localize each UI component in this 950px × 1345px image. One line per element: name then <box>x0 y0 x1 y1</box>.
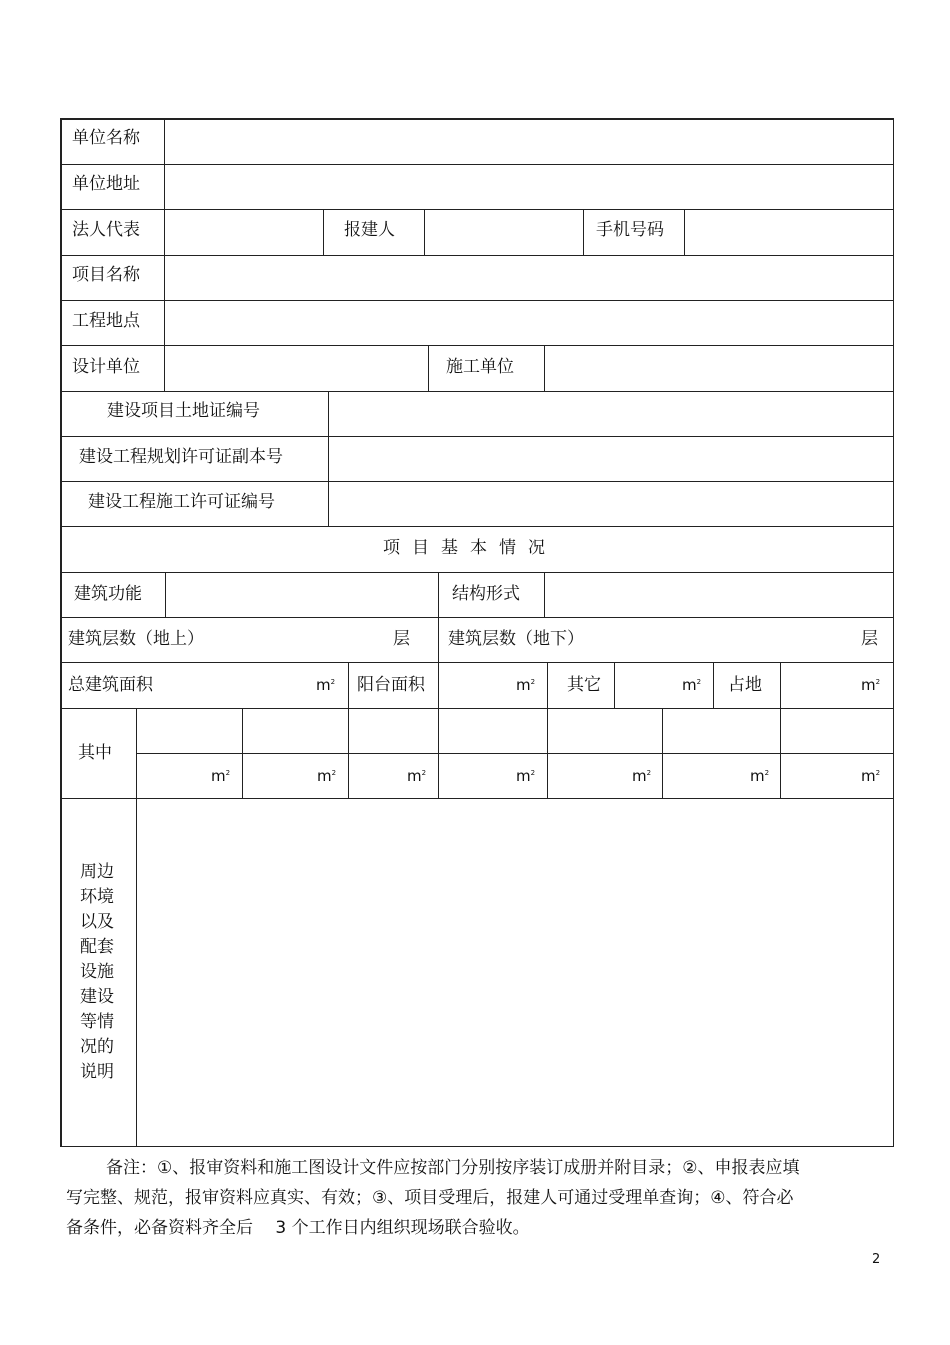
area-unit: $m^2$ <box>861 676 881 694</box>
col-line <box>165 572 166 617</box>
col-line <box>780 708 781 798</box>
col-line <box>424 209 425 255</box>
label-unit-address: 单位地址 <box>72 174 140 194</box>
border-top <box>60 118 894 120</box>
area-unit: $m^2$ <box>861 767 881 785</box>
label-land-cert: 建设项目土地证编号 <box>107 401 260 421</box>
col-line <box>164 164 165 209</box>
row-line <box>60 572 894 573</box>
col-line <box>544 572 545 617</box>
col-line <box>544 345 545 391</box>
col-line <box>348 708 349 798</box>
row-line <box>60 164 894 165</box>
col-line <box>713 662 714 708</box>
row-line <box>60 662 894 663</box>
area-unit: $m^2$ <box>516 676 536 694</box>
col-line <box>323 209 324 255</box>
row-line <box>60 255 894 256</box>
label-among: 其中 <box>78 743 112 763</box>
row-line <box>60 617 894 618</box>
remarks-line: 备条件，必备资料齐全后 3 个工作日内组织现场联合验收。 <box>66 1218 530 1238</box>
label-floors-below: 建筑层数（地下） <box>448 629 584 649</box>
floor-unit-below: 层 <box>861 629 878 649</box>
label-site: 工程地点 <box>72 311 140 331</box>
section-basic-info: 项目基本情况 <box>383 538 557 558</box>
col-line <box>438 708 439 798</box>
col-line <box>547 662 548 708</box>
col-line <box>136 708 137 1146</box>
area-unit: $m^2$ <box>516 767 536 785</box>
row-line <box>60 209 894 210</box>
remarks-line: 备注：①、报审资料和施工图设计文件应按部门分别按序装订成册并附目录；②、申报表应填 <box>106 1158 800 1178</box>
label-unit-name: 单位名称 <box>72 128 140 148</box>
col-line <box>348 662 349 708</box>
col-line <box>438 572 439 617</box>
col-line <box>438 662 439 708</box>
border-right <box>893 118 894 1147</box>
col-line <box>164 118 165 164</box>
label-balcony-area: 阳台面积 <box>357 675 425 695</box>
area-unit: $m^2$ <box>316 676 336 694</box>
area-unit: $m^2$ <box>317 767 337 785</box>
label-total-area: 总建筑面积 <box>68 675 153 695</box>
label-land-use: 占地 <box>728 675 762 695</box>
col-line <box>547 708 548 798</box>
col-line <box>164 300 165 345</box>
label-building-function: 建筑功能 <box>74 584 142 604</box>
col-line <box>242 708 243 798</box>
row-line <box>60 708 894 709</box>
col-line <box>583 209 584 255</box>
col-line <box>662 708 663 798</box>
row-line <box>60 436 894 437</box>
border-bottom <box>60 1146 894 1147</box>
col-line <box>164 345 165 391</box>
col-line <box>614 662 615 708</box>
col-line <box>780 662 781 708</box>
col-line <box>684 209 685 255</box>
row-line <box>60 391 894 392</box>
label-project-name: 项目名称 <box>72 265 140 285</box>
label-construction-unit: 施工单位 <box>446 357 514 377</box>
col-line <box>164 255 165 300</box>
remarks-line: 写完整、规范，报审资料应真实、有效；③、项目受理后，报建人可通过受理单查询；④、符合必 <box>66 1188 794 1208</box>
label-applicant: 报建人 <box>344 220 395 240</box>
label-surroundings: 周边环境以及配套设施建设等情况的说明 <box>80 862 114 1082</box>
border-left <box>60 118 62 1147</box>
row-line <box>60 481 894 482</box>
label-mobile: 手机号码 <box>596 220 664 240</box>
label-design-unit: 设计单位 <box>72 357 140 377</box>
col-line <box>328 391 329 526</box>
application-form-table <box>60 118 894 1147</box>
area-unit: $m^2$ <box>632 767 652 785</box>
row-line <box>60 300 894 301</box>
area-unit: $m^2$ <box>407 767 427 785</box>
label-floors-above: 建筑层数（地上） <box>68 629 204 649</box>
label-planning-permit: 建设工程规划许可证副本号 <box>79 447 283 467</box>
area-unit: $m^2$ <box>682 676 702 694</box>
label-construction-permit: 建设工程施工许可证编号 <box>88 492 275 512</box>
area-unit: $m^2$ <box>211 767 231 785</box>
col-line <box>428 345 429 391</box>
page-number: 2 <box>872 1252 881 1267</box>
col-line <box>438 617 439 662</box>
row-line <box>60 345 894 346</box>
col-line <box>164 209 165 255</box>
remarks <box>66 1153 856 1243</box>
label-other: 其它 <box>567 675 601 695</box>
floor-unit-above: 层 <box>393 629 410 649</box>
area-unit: $m^2$ <box>750 767 770 785</box>
label-legal-rep: 法人代表 <box>72 220 140 240</box>
row-line <box>60 526 894 527</box>
label-structure: 结构形式 <box>452 584 520 604</box>
row-line <box>60 798 894 799</box>
